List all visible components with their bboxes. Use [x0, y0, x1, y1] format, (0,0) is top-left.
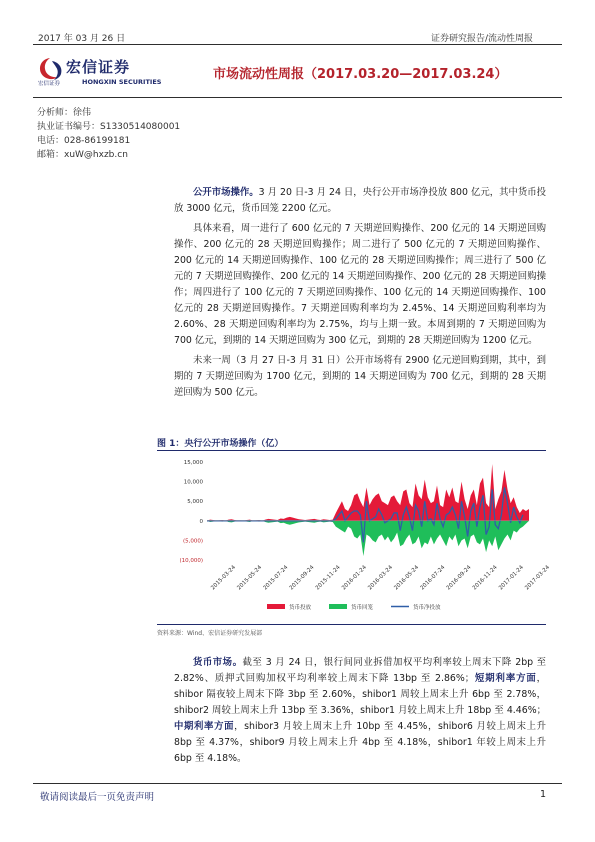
page-number: 1 — [540, 789, 547, 800]
open-market-chart — [157, 452, 552, 622]
analyst-name: 分析师：徐伟 — [37, 108, 92, 118]
paragraph-text: 截至 3 月 24 日，银行间同业拆借加权平均利率较上周末下降 2bp 至 2.82%、质押式回购加权平均利率较上周末下降 13bp 至 2.86%； — [174, 657, 546, 684]
y-tick-label: 5,000 — [187, 499, 203, 506]
section-lead: 公开市场操作。 — [193, 187, 259, 198]
legend-item — [267, 603, 312, 611]
section-money-market — [174, 655, 546, 767]
x-tick-label: 2015-11-24 — [314, 564, 342, 592]
x-tick-label: 2017-01-24 — [498, 564, 525, 592]
short-rate-lead: 短期利率方面 — [474, 673, 537, 684]
x-tick-label: 2016-07-24 — [419, 564, 447, 592]
logo-name-en: HONGXIN SECURITIES — [82, 78, 162, 86]
header-divider — [33, 44, 562, 45]
x-tick-label: 2016-01-24 — [341, 564, 368, 592]
x-tick-label: 2015-03-24 — [210, 564, 238, 592]
report-date: 2017 年 03 月 26 日 — [38, 34, 126, 44]
x-tick-label: 2016-05-24 — [393, 564, 421, 592]
y-tick-label: (10,000) — [179, 558, 203, 564]
paragraph-text: 3 月 20 日-3 月 24 日，央行公开市场净投放 800 亿元，其中货币投放 3000 亿元，货币回笼 2200 亿元。 — [174, 187, 546, 214]
logo-name-small: 宏信证券 — [38, 81, 61, 87]
legend-label: 货币净投放 — [413, 605, 441, 611]
paragraph: 具体来看，周一进行了 600 亿元的 7 天期逆回购操作、200 亿元的 14 天期逆回购操作、200 亿元的 28 天期逆回购操作；周二进行了 500 亿元的 7 天期逆回购操作、200 亿元的 14 天期逆回购操作、100 亿元的 28 天期逆回购操作；周三进行了 500 亿元的 7 天期逆回购操作、200 亿元的 14 天期逆回购操作、200 亿元的 28 天期逆回购操作；周四进行了 100 亿元的 7 天期逆回购操作、100 亿元的 14 天期逆回购操作、100 亿元的 28 天期逆回购操作。7 天期逆回购利率均为 2.45%、14 天期逆回购利率均为 2.60%、28 天期逆回购利率均为 2.75%，均与上期一致。本周到期的 7 天期逆回购为 700 亿元，到期的 14 天期逆回购为 300 亿元，到期的 28 天期逆回购为 1200 亿元。 — [174, 223, 546, 346]
company-logo — [36, 56, 170, 90]
figure-bottom-divider — [157, 624, 546, 625]
section-open-market — [174, 185, 546, 401]
disclaimer-link[interactable]: 敬请阅读最后一页免责声明 — [40, 792, 155, 803]
figure-title: 图 1：央行公开市场操作（亿） — [157, 439, 284, 449]
x-tick-label: 2017-03-24 — [524, 564, 552, 592]
legend-label: 货币回笼 — [351, 605, 374, 611]
paragraph — [174, 185, 546, 217]
analyst-phone: 电话：028-86199181 — [37, 136, 131, 146]
paragraph-text: ，shibor3 月较上周末上升 10bp 至 4.45%，shibor6 月较上周末上升 8bp 至 4.37%，shibor9 月较上周末上升 4bp 至 4.18%，shibor1 年较上周末上升 6bp 至 4.18%。 — [174, 721, 546, 764]
report-category: 证券研究报告/流动性周报 — [431, 34, 534, 44]
analyst-email: 邮箱：xuW@hxzb.cn — [37, 150, 128, 160]
x-tick-label: 2016-03-24 — [367, 564, 395, 592]
analyst-cert: 执业证书编号：S1330514080001 — [37, 122, 181, 132]
y-tick-label: 10,000 — [183, 479, 203, 486]
logo-name-cn: 宏信证券 — [66, 58, 131, 76]
x-tick-label: 2015-05-24 — [236, 564, 264, 592]
mid-rate-lead: 中期利率方面 — [174, 721, 235, 732]
y-axis — [179, 460, 203, 564]
paragraph: 未来一周（3 月 27 日-3 月 31 日）公开市场将有 2900 亿元逆回购到期，其中，到期的 7 天期逆回购为 1700 亿元，到期的 14 天期逆回购为 700 亿元，到期的 28 天期逆回购为 500 亿元。 — [174, 355, 546, 398]
series-area-withdraw — [207, 521, 529, 556]
footer-divider — [33, 783, 562, 784]
plot-area — [207, 464, 529, 556]
figure-source: 资料来源：Wind、宏信证券研究发展部 — [157, 630, 263, 637]
section-lead: 货币市场。 — [193, 657, 243, 668]
y-tick-label: 15,000 — [183, 460, 203, 466]
x-tick-label: 2016-11-24 — [471, 564, 499, 592]
title-divider — [33, 97, 562, 98]
paragraph — [174, 655, 546, 767]
chart-legend — [267, 603, 441, 611]
paragraph-text: ，shibor 隔夜较上周末下降 3bp 至 2.60%，shibor1 周较上周末上升 6bp 至 2.78%，shibor2 周较上周末上升 13bp 至 3.36%，shibor1 月较上周末上升 18bp 至 4.46%； — [174, 673, 546, 716]
y-tick-label: 0 — [199, 518, 203, 525]
legend-label: 货币投放 — [289, 605, 312, 611]
legend-item — [391, 603, 441, 611]
legend-swatch — [267, 604, 285, 609]
x-tick-label: 2016-09-24 — [445, 564, 473, 592]
x-axis — [210, 564, 551, 591]
x-tick-label: 2015-09-24 — [288, 564, 316, 592]
y-tick-label: (5,000) — [182, 538, 203, 545]
legend-swatch — [329, 604, 347, 609]
report-title: 市场流动性周报（2017.03.20—2017.03.24） — [213, 67, 508, 82]
x-tick-label: 2015-07-24 — [262, 564, 290, 592]
figure-top-divider — [157, 450, 546, 451]
legend-item — [329, 603, 374, 611]
